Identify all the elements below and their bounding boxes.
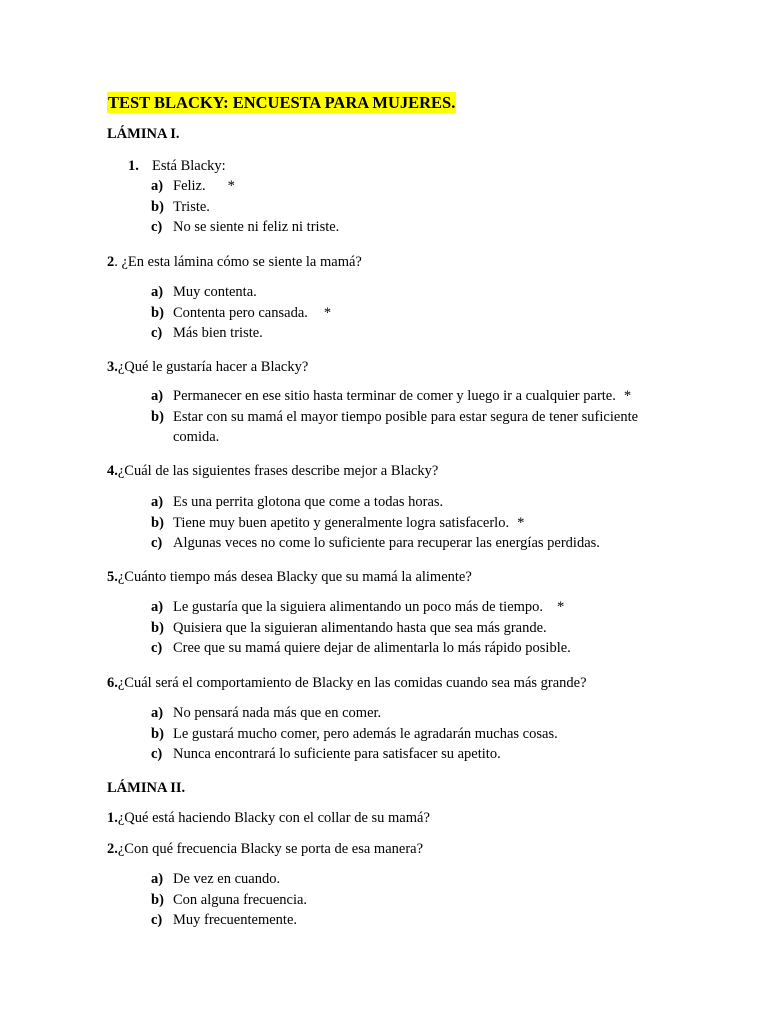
correct-answer-mark: * bbox=[227, 178, 235, 194]
question-text: ¿Cuál de las siguientes frases describe mejor a Blacky? bbox=[117, 463, 439, 479]
document-title: TEST BLACKY: ENCUESTA PARA MUJERES. bbox=[108, 93, 456, 112]
answer-option bbox=[151, 303, 671, 324]
answer-option bbox=[151, 533, 671, 554]
option-text: Nunca encontrará lo suficiente para satisfacer su apetito. bbox=[173, 746, 501, 762]
question-number: 2 bbox=[107, 254, 115, 270]
question-text: ¿Cuánto tiempo más desea Blacky que su mamá la alimente? bbox=[117, 569, 472, 585]
question-text: ¿Cuál será el comportamiento de Blacky en las comidas cuando sea más grande? bbox=[117, 675, 587, 691]
question-number: 3. bbox=[107, 359, 118, 375]
answer-option bbox=[151, 282, 671, 303]
question-number: 1. bbox=[128, 158, 139, 174]
option-text: Feliz. bbox=[173, 178, 206, 194]
answer-option bbox=[151, 176, 671, 197]
option-text: No se siente ni feliz ni triste. bbox=[173, 219, 340, 235]
answer-option bbox=[151, 323, 671, 344]
question-number: 4. bbox=[107, 463, 118, 479]
option-letter: a) bbox=[151, 871, 164, 887]
option-text: De vez en cuando. bbox=[173, 871, 281, 887]
option-text: Tiene muy buen apetito y generalmente logra satisfacerlo. bbox=[173, 514, 510, 531]
option-text: Permanecer en ese sitio hasta terminar de comer y luego ir a cualquier parte. bbox=[173, 388, 616, 404]
option-text: Contenta pero cansada. bbox=[173, 304, 308, 321]
option-letter: b) bbox=[151, 408, 164, 425]
answer-option bbox=[151, 724, 671, 745]
answer-option bbox=[151, 869, 671, 890]
option-letter: a) bbox=[151, 284, 164, 300]
answer-option bbox=[151, 910, 671, 931]
question-number: 1. bbox=[107, 810, 118, 826]
question-3 bbox=[107, 357, 308, 377]
answer-option bbox=[151, 703, 671, 724]
option-letter: c) bbox=[151, 535, 163, 551]
option-text: Es una perrita glotona que come a todas horas. bbox=[173, 494, 444, 510]
option-letter: a) bbox=[151, 178, 164, 194]
answer-list bbox=[151, 282, 671, 344]
answer-list bbox=[151, 492, 671, 554]
option-text: Con alguna frecuencia. bbox=[173, 891, 308, 908]
answer-option bbox=[151, 197, 671, 218]
option-letter: c) bbox=[151, 746, 163, 762]
option-letter: a) bbox=[151, 705, 164, 721]
option-text: Estar con su mamá el mayor tiempo posible para estar segura de tener suficiente comida. bbox=[173, 408, 639, 445]
question-number: 5. bbox=[107, 569, 118, 585]
answer-option bbox=[151, 492, 671, 513]
option-text: Muy frecuentemente. bbox=[173, 912, 298, 928]
answer-list bbox=[151, 176, 671, 238]
answer-list bbox=[151, 703, 671, 765]
correct-answer-mark: * bbox=[517, 514, 525, 531]
question-text: ¿Con qué frecuencia Blacky se porta de esa manera? bbox=[117, 841, 424, 857]
question-2 bbox=[107, 252, 362, 272]
section-heading-lamina-1: LÁMINA I. bbox=[107, 126, 180, 142]
question-1 bbox=[128, 156, 226, 176]
option-text: Quisiera que la siguieran alimentando hasta que sea más grande. bbox=[173, 619, 547, 636]
answer-option bbox=[151, 597, 671, 618]
answer-list bbox=[151, 386, 671, 448]
option-text: Le gustaría que la siguiera alimentando un poco más de tiempo. bbox=[173, 599, 544, 615]
answer-option bbox=[151, 513, 671, 534]
option-letter: a) bbox=[151, 494, 164, 510]
question-number: 6. bbox=[107, 675, 118, 691]
option-text: No pensará nada más que en comer. bbox=[173, 705, 382, 721]
answer-option bbox=[151, 890, 671, 911]
question-4 bbox=[107, 461, 438, 481]
answer-list bbox=[151, 869, 671, 931]
option-letter: c) bbox=[151, 640, 163, 656]
correct-answer-mark: * bbox=[323, 304, 332, 321]
option-letter: a) bbox=[151, 388, 164, 404]
option-text: Muy contenta. bbox=[173, 284, 257, 300]
option-letter: b) bbox=[151, 619, 164, 636]
option-letter: a) bbox=[151, 599, 164, 615]
question-2-2 bbox=[107, 839, 423, 859]
option-letter: b) bbox=[151, 198, 164, 215]
correct-answer-mark: * bbox=[623, 388, 632, 404]
question-text: ¿Qué está haciendo Blacky con el collar de su mamá? bbox=[117, 810, 430, 826]
question-text: ¿Qué le gustaría hacer a Blacky? bbox=[117, 359, 309, 375]
option-letter: b) bbox=[151, 514, 164, 531]
option-letter: b) bbox=[151, 304, 164, 321]
option-text: Más bien triste. bbox=[173, 325, 263, 341]
section-heading-lamina-2: LÁMINA II. bbox=[107, 780, 186, 796]
answer-option bbox=[151, 618, 671, 639]
option-text: Cree que su mamá quiere dejar de alimentarla lo más rápido posible. bbox=[173, 640, 571, 656]
question-text: Está Blacky: bbox=[152, 158, 226, 174]
option-letter: b) bbox=[151, 891, 164, 908]
answer-option bbox=[151, 386, 671, 407]
answer-option bbox=[151, 217, 671, 238]
option-text: Algunas veces no come lo suficiente para recuperar las energías perdidas. bbox=[173, 535, 600, 551]
option-letter: c) bbox=[151, 219, 163, 235]
question-5 bbox=[107, 567, 472, 587]
option-letter: c) bbox=[151, 325, 163, 341]
option-text: Triste. bbox=[173, 198, 210, 215]
answer-list bbox=[151, 597, 671, 659]
question-number: 2. bbox=[107, 841, 118, 857]
answer-option bbox=[151, 744, 671, 765]
question-text: . ¿En esta lámina cómo se siente la mamá? bbox=[114, 254, 362, 270]
option-letter: c) bbox=[151, 912, 163, 928]
question-6 bbox=[107, 673, 587, 693]
answer-option bbox=[151, 638, 671, 659]
answer-option bbox=[151, 407, 671, 448]
question-2-1 bbox=[107, 808, 430, 828]
correct-answer-mark: * bbox=[557, 599, 565, 615]
option-text: Le gustará mucho comer, pero además le agradarán muchas cosas. bbox=[173, 725, 558, 742]
option-letter: b) bbox=[151, 725, 164, 742]
